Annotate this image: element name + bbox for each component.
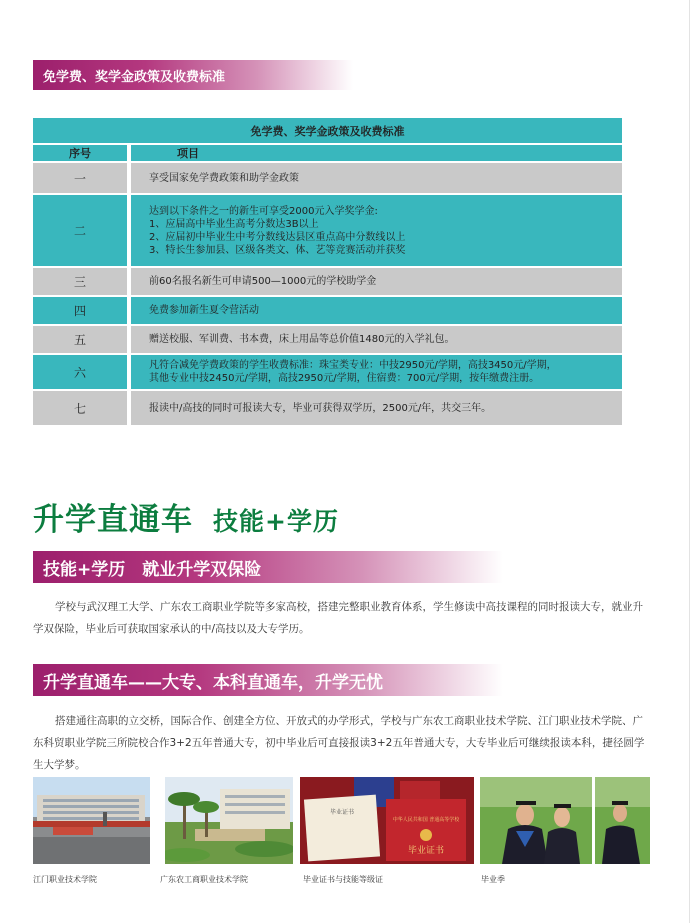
row-no: 六: [33, 355, 127, 389]
row-item-line: 享受国家免学费政策和助学金政策: [149, 172, 299, 184]
headline-sub: 技能+学历: [213, 507, 339, 536]
table-row: [33, 326, 622, 353]
table-title-row: [33, 118, 622, 143]
section-banner-skills-degree: 技能+学历 就业升学双保险: [33, 551, 503, 583]
table-header-row: [33, 145, 622, 161]
section3-paragraph: 搭建通往高职的立交桥，国际合作、创建全方位、开放式的办学形式，学校与广东农工商职业技术学院、江门职业技术学院、广东科贸职业学院三所院校合作3+2五年普通大专，初中毕业后可直接报读3+2五年普通大专，大专毕业后可继续报读本科，捷径圆学生大学梦。: [33, 715, 645, 771]
photo-jiangmen-campus: [33, 777, 150, 864]
cert1-text: 毕业证书: [329, 809, 355, 816]
cert2-text: 毕业证书: [407, 846, 445, 856]
table-row: [33, 268, 622, 295]
row-item: [131, 163, 622, 193]
section-banner-fee-policy: 免学费、奖学金政策及收费标准: [33, 60, 353, 90]
photo-certificates: [300, 777, 474, 864]
table-row: [33, 297, 622, 324]
table-row: [33, 355, 622, 389]
table-title: 免学费、奖学金政策及收费标准: [33, 118, 622, 143]
page-edge-line: [689, 0, 690, 923]
photo-graduation: [480, 777, 650, 864]
row-item-line: 达到以下条件之一的新生可享受2000元入学奖学金:: [149, 205, 378, 217]
row-item: [131, 326, 622, 353]
row-item: [131, 268, 622, 295]
row-item-line: 其他专业中技2450元/学期，高技2950元/学期，住宿费：700元/学期，按年缴费注册。: [149, 373, 540, 384]
caption-guangdong: 广东农工商职业技术学院: [160, 875, 248, 884]
cert3-text: 中华人民共和国 普通高等学校: [392, 817, 460, 823]
caption-certificates: 毕业证书与技能等级证: [303, 875, 383, 884]
table-row: [33, 163, 622, 193]
header-item: 项目: [131, 145, 622, 161]
section2-paragraph: 学校与武汉理工大学、广东农工商职业学院等多家高校，搭建完整职业教育体系，学生修读中高技课程的同时报读大专，就业升学双保险，毕业后可获取国家承认的中/高技以及大专学历。: [33, 601, 643, 635]
row-item: [131, 391, 622, 425]
headline-main: 升学直通车: [33, 502, 193, 538]
photo-guangdong-campus: [165, 777, 293, 864]
row-item-line: 免费参加新生夏令营活动: [149, 305, 259, 316]
row-item-line: 前60名报名新生可申请500—1000元的学校助学金: [149, 276, 377, 287]
row-item: [131, 355, 622, 389]
header-no: 序号: [33, 145, 127, 161]
row-no: 三: [33, 268, 127, 295]
row-item: [131, 297, 622, 324]
row-no: 二: [33, 195, 127, 266]
row-no: 一: [33, 163, 127, 193]
row-item-line: 凡符合减免学费政策的学生收费标准：珠宝类专业：中技2950元/学期，高技3450元/学期，: [149, 360, 557, 371]
row-item-line: 2、应届初中毕业生中考分数线达县区重点高中分数线以上: [149, 231, 406, 243]
row-no: 五: [33, 326, 127, 353]
caption-jiangmen: 江门职业技术学院: [33, 875, 97, 884]
row-no: 七: [33, 391, 127, 425]
fee-policy-table: [33, 116, 622, 427]
section-banner-college-pathway: 升学直通车——大专、本科直通车，升学无忧: [33, 664, 503, 696]
row-item-line: 3、特长生参加县、区级各类文、体、艺等竞赛活动并获奖: [149, 244, 406, 256]
headline: [33, 494, 339, 539]
row-item-line: 赠送校服、军训费、书本费，床上用品等总价值1480元的入学礼包。: [149, 334, 455, 345]
caption-graduation: 毕业季: [481, 875, 505, 884]
table-row: [33, 195, 622, 266]
row-no: 四: [33, 297, 127, 324]
row-item: [131, 195, 622, 266]
table-row: [33, 391, 622, 425]
row-item-line: 1、应届高中毕业生高考分数达3B以上: [149, 218, 319, 230]
row-item-line: 报读中/高技的同时可报读大专，毕业可获得双学历，2500元/年，共交三年。: [149, 402, 492, 414]
